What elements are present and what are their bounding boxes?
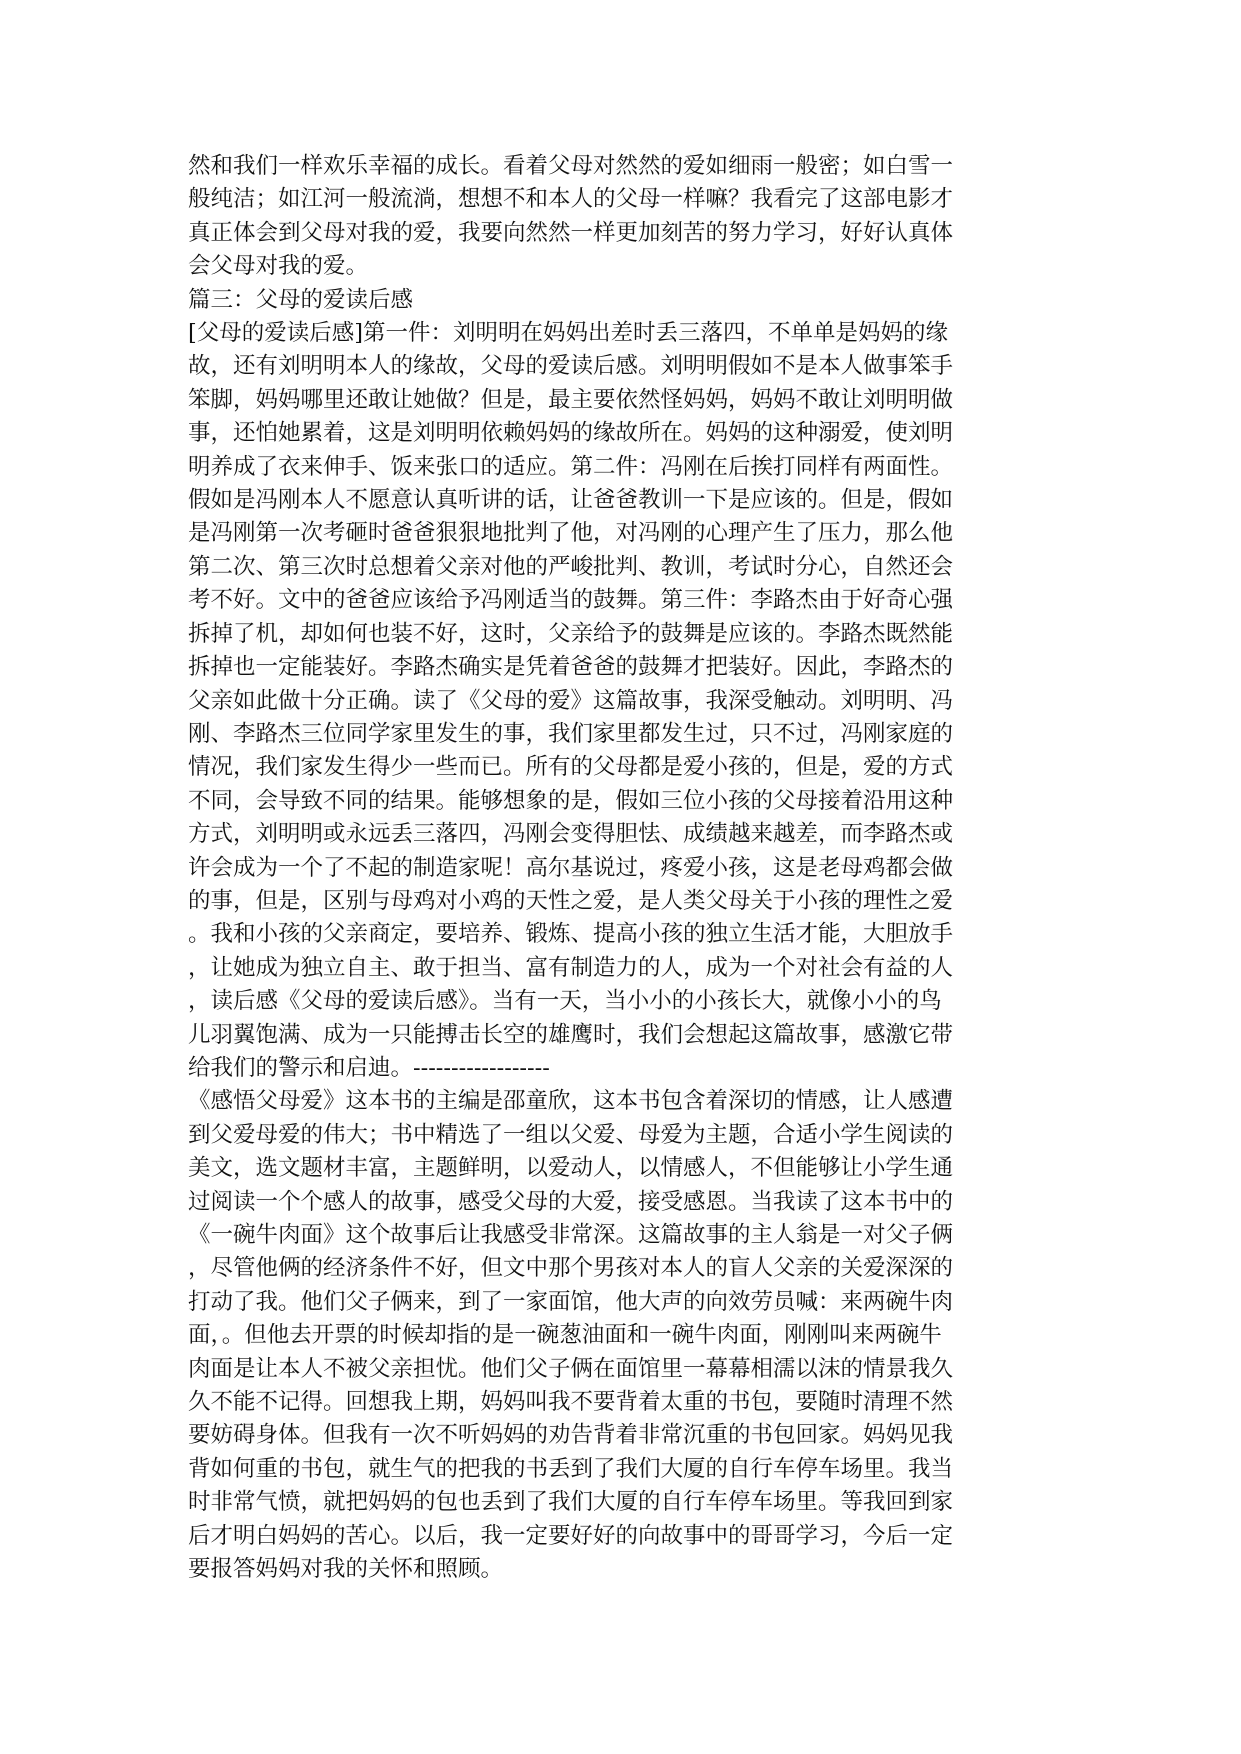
text-line: 儿羽翼饱满、成为一只能搏击长空的雄鹰时，我们会想起这篇故事，感激它带	[188, 1021, 954, 1048]
document-body	[188, 150, 1048, 1586]
text-line: 面，。但他去开票的时候却指的是一碗葱油面和一碗牛肉面，刚刚叫来两碗牛	[188, 1322, 942, 1349]
text-line: 要妨碍身体。但我有一次不听妈妈的劝告背着非常沉重的书包回家。妈妈见我	[188, 1422, 954, 1449]
text-line: 般纯洁；如江河一般流淌，想想不和本人的父母一样嘛？我看完了这部电影才	[188, 186, 954, 213]
text-line: 《一碗牛肉面》这个故事后让我感受非常深。这篇故事的主人翁是一对父子俩	[188, 1222, 954, 1248]
text-line: 第二次、第三次时总想着父亲对他的严峻批判、教训，考试时分心，自然还会	[188, 553, 954, 580]
text-line: 美文，选文题材丰富，主题鲜明，以爱动人，以情感人，不但能够让小学生通	[188, 1155, 954, 1182]
text-line: 不同，会导致不同的结果。能够想象的是，假如三位小孩的父母接着沿用这种	[188, 787, 954, 814]
text-line: 方式，刘明明或永远丢三落四，冯刚会变得胆怯、成绩越来越差，而李路杰或	[188, 821, 954, 848]
text-line: 久不能不记得。回想我上期，妈妈叫我不要背着太重的书包，要随时清理不然	[188, 1389, 954, 1416]
text-line: 刚、李路杰三位同学家里发生的事，我们家里都发生过，只不过，冯刚家庭的	[188, 720, 954, 747]
text-line: ，尽管他俩的经济条件不好，但文中那个男孩对本人的盲人父亲的关爱深深的	[188, 1255, 954, 1282]
text-line: 到父爱母爱的伟大；书中精选了一组以父爱、母爱为主题，合适小学生阅读的	[188, 1121, 954, 1148]
text-line: 后才明白妈妈的苦心。以后，我一定要好好的向故事中的哥哥学习，今后一定	[188, 1522, 954, 1549]
text-line: ，读后感《父母的爱读后感》。当有一天，当小小的小孩长大，就像小小的鸟	[188, 988, 942, 1015]
text-line: 会父母对我的爱。	[188, 253, 369, 280]
text-line: [父母的爱读后感]第一件：刘明明在妈妈出差时丢三落四，不单单是妈妈的缘	[188, 320, 949, 347]
text-line: 真正体会到父母对我的爱，我要向然然一样更加刻苦的努力学习，好好认真体	[188, 219, 954, 246]
text-line: 是冯刚第一次考砸时爸爸狠狠地批判了他，对冯刚的心理产生了压力，那么他	[188, 520, 954, 547]
text-line: 事，还怕她累着，这是刘明明依赖妈妈的缘故所在。妈妈的这种溺爱，使刘明	[188, 420, 954, 447]
text-line: 。我和小孩的父亲商定，要培养、锻炼、提高小孩的独立生活才能，大胆放手	[188, 921, 954, 948]
text-line: 考不好。文中的爸爸应该给予冯刚适当的鼓舞。第三件：李路杰由于好奇心强	[188, 587, 954, 614]
text-line: 背如何重的书包，就生气的把我的书丢到了我们大厦的自行车停车场里。我当	[188, 1455, 954, 1482]
text-line: 拆掉了机，却如何也装不好，这时，父亲给予的鼓舞是应该的。李路杰既然能	[188, 620, 954, 647]
text-line: 过阅读一个个感人的故事，感受父母的大爱，接受感恩。当我读了这本书中的	[188, 1188, 954, 1215]
text-line: 要报答妈妈对我的关怀和照顾。	[188, 1556, 504, 1583]
text-line: 给我们的警示和启迪。------------------	[188, 1054, 550, 1081]
text-line: 父亲如此做十分正确。读了《父母的爱》这篇故事，我深受触动。刘明明、冯	[188, 687, 954, 714]
text-line: 时非常气愤，就把妈妈的包也丢到了我们大厦的自行车停车场里。等我回到家	[188, 1489, 954, 1516]
text-line: ，让她成为独立自主、敢于担当、富有制造力的人，成为一个对社会有益的人	[188, 954, 954, 981]
text-line: 肉面是让本人不被父亲担忧。他们父子俩在面馆里一幕幕相濡以沫的情景我久	[188, 1355, 954, 1382]
text-line: 打动了我。他们父子俩来，到了一家面馆，他大声的向效劳员喊：来两碗牛肉	[188, 1288, 954, 1315]
text-line: 《感悟父母爱》这本书的主编是邵童欣，这本书包含着深切的情感，让人感遭	[188, 1088, 954, 1115]
text-line: 的事，但是，区别与母鸡对小鸡的天性之爱，是人类父母关于小孩的理性之爱	[188, 887, 954, 914]
text-line: 笨脚，妈妈哪里还敢让她做？但是，最主要依然怪妈妈，妈妈不敢让刘明明做	[188, 386, 954, 413]
text-line: 拆掉也一定能装好。李路杰确实是凭着爸爸的鼓舞才把装好。因此，李路杰的	[188, 654, 954, 681]
text-line: 许会成为一个了不起的制造家呢！高尔基说过，疼爱小孩，这是老母鸡都会做	[188, 854, 954, 881]
text-line: 情况，我们家发生得少一些而已。所有的父母都是爱小孩的，但是，爱的方式	[188, 754, 954, 781]
text-line: 明养成了衣来伸手、饭来张口的适应。第二件：冯刚在后挨打同样有两面性。	[188, 453, 954, 480]
text-line: 故，还有刘明明本人的缘故，父母的爱读后感。刘明明假如不是本人做事笨手	[188, 353, 954, 380]
text-line: 然和我们一样欢乐幸福的成长。看着父母对然然的爱如细雨一般密；如白雪一	[188, 153, 954, 179]
text-line: 假如是冯刚本人不愿意认真听讲的话，让爸爸教训一下是应该的。但是，假如	[188, 487, 954, 514]
section-heading: 篇三：父母的爱读后感	[188, 286, 414, 313]
